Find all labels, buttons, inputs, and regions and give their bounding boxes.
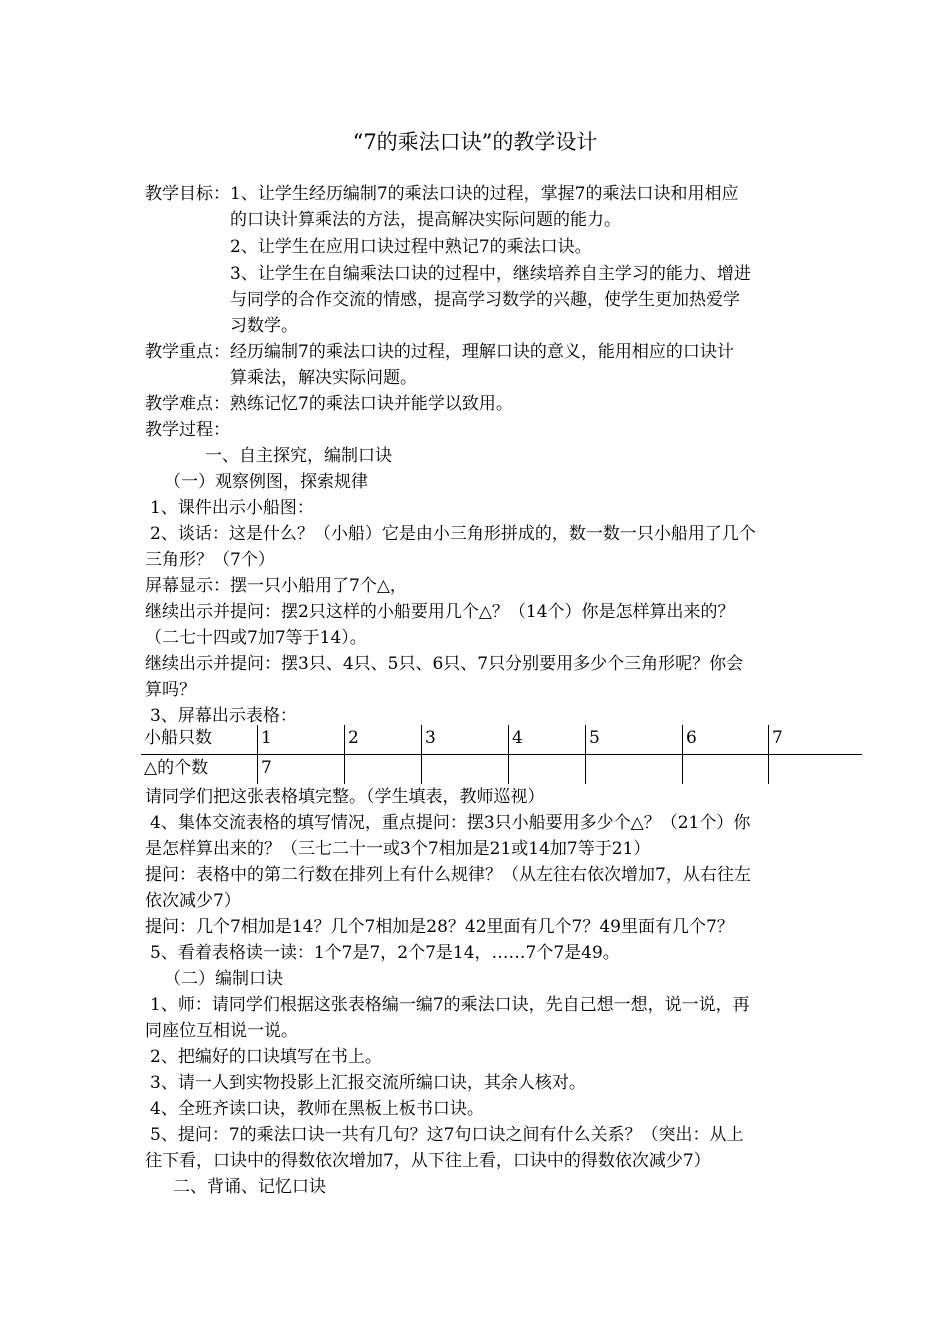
key-point-line-1: 教学重点：经历编制7的乘法口诀的过程，理解口诀的意义，能用相应的口诀计 [145, 342, 734, 362]
table-cell [345, 755, 422, 785]
document-title: “7的乘法口诀”的教学设计 [352, 130, 598, 154]
goal-line-1: 教学目标：1、让学生经历编制7的乘法口诀的过程，掌握7的乘法口诀和用相应 [145, 184, 739, 204]
compose-step-3: 3、请一人到实物投影上汇报交流所编口诀，其余人核对。 [150, 1073, 586, 1093]
section-1-heading: 一、自主探究，编制口诀 [205, 446, 392, 466]
table-cell: 3 [422, 725, 509, 755]
compose-step-4: 4、全班齐读口诀，教师在黑板上板书口诀。 [150, 1099, 484, 1119]
goal-line-2: 的口诀计算乘法的方法，提高解决实际问题的能力。 [230, 210, 621, 230]
compose-step-5-line-2: 往下看，口诀中的得数依次增加7，从下往上看，口诀中的得数依次减少7） [145, 1151, 711, 1171]
goal-line-5: 与同学的合作交流的情感，提高学习数学的兴趣，使学生更加热爱学 [230, 290, 740, 310]
table-cell [422, 755, 509, 785]
difficulty-line: 教学难点：熟练记忆7的乘法口诀并能学以致用。 [145, 394, 513, 414]
goal-line-6: 习数学。 [230, 316, 298, 336]
compose-step-1-line-1: 1、师：请同学们根据这张表格编一编7的乘法口诀，先自己想一想，说一说，再 [150, 995, 750, 1015]
fill-table-line: 请同学们把这张表格填完整。（学生填表，教师巡视） [145, 787, 545, 807]
boat-triangle-table [141, 725, 862, 784]
table-cell [509, 755, 586, 785]
step-1: 1、课件出示小船图： [150, 498, 314, 518]
table-row-label: △的个数 [144, 758, 209, 778]
step-2-line-2: 三角形？（7个） [145, 550, 275, 570]
step-3: 3、屏幕出示表格： [150, 706, 297, 726]
question-line-3: 提问：几个7相加是14？几个7相加是28？42里面有几个7？49里面有几个7？ [145, 917, 734, 937]
step-4-line-1: 4、集体交流表格的填写情况，重点提问：摆3只小船要用多少个△？（21个）你 [150, 813, 751, 833]
step-5: 5、看着表格读一读：1个7是7，2个7是14，……7个7是49。 [150, 943, 620, 963]
table-cell [769, 755, 863, 785]
table-cell: 6 [683, 725, 769, 755]
table-row [141, 755, 862, 785]
table-cell: 2 [345, 725, 422, 755]
table-cell [683, 755, 769, 785]
table-row-label: 小船只数 [141, 725, 258, 755]
table-cell: 7 [258, 755, 345, 785]
step-4-line-2: 是怎样算出来的？（三七二十一或3个7相加是21或14加7等于21） [145, 839, 651, 859]
compose-step-1-line-2: 同座位互相说一说。 [145, 1021, 298, 1041]
question-line-2: 依次减少7） [145, 891, 241, 911]
table-cell [586, 755, 683, 785]
table-row [141, 725, 862, 755]
continue-line-4: 算吗？ [145, 680, 196, 700]
screen-display-line: 屏幕显示：摆一只小船用了7个△， [145, 576, 407, 596]
question-line-1: 提问：表格中的第二行数在排列上有什么规律？（从左往右依次增加7，从右往左 [145, 865, 751, 885]
goal-line-3: 2、让学生在应用口诀过程中熟记7的乘法口诀。 [230, 237, 592, 257]
continue-line-3: 继续出示并提问：摆3只、4只、5只、6只、7只分别要用多少个三角形呢？你会 [145, 654, 744, 674]
subsection-2-heading: （二）编制口诀 [164, 969, 283, 989]
table-cell: 7 [769, 725, 863, 755]
table-cell: 1 [258, 725, 345, 755]
continue-line-2: （二七十四或7加7等于14）。 [145, 628, 367, 648]
compose-step-2: 2、把编好的口诀填写在书上。 [150, 1047, 382, 1067]
goal-line-4: 3、让学生在自编乘法口诀的过程中，继续培养自主学习的能力、增进 [230, 264, 751, 284]
section-2-heading: 二、背诵、记忆口诀 [173, 1177, 326, 1197]
subsection-1-heading: （一）观察例图，探索规律 [164, 472, 368, 492]
compose-step-5-line-1: 5、提问：7的乘法口诀一共有几句？这7句口诀之间有什么关系？（突出：从上 [150, 1125, 744, 1145]
table-cell: 4 [509, 725, 586, 755]
table-cell: 5 [586, 725, 683, 755]
key-point-line-2: 算乘法，解决实际问题。 [230, 368, 417, 388]
step-2-line-1: 2、谈话：这是什么？（小船）它是由小三角形拼成的，数一数一只小船用了几个 [150, 524, 756, 544]
continue-line-1: 继续出示并提问：摆2只这样的小船要用几个△？（14个）你是怎样算出来的？ [145, 602, 735, 622]
process-heading: 教学过程： [145, 420, 230, 440]
